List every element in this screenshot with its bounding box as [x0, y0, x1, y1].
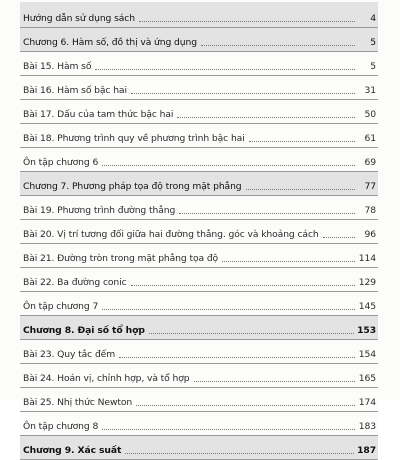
toc-entry-title: Chương 6. Hàm số, đồ thị và ứng dụng [23, 37, 197, 48]
toc-dot-leader [136, 404, 355, 406]
toc-page-number: 114 [358, 253, 376, 264]
toc-entry-title: Bài 16. Hàm số bậc hai [23, 85, 127, 96]
toc-dot-leader [102, 308, 355, 310]
toc-page-number: 165 [358, 373, 376, 384]
toc-row-lesson-24[interactable] [20, 364, 378, 388]
toc-dot-leader [119, 356, 355, 358]
toc-page-number: 96 [364, 229, 376, 240]
toc-entry-title: Bài 23. Quy tắc đếm [23, 349, 116, 360]
toc-entry-title: Chương 8. Đại số tổ hợp [23, 325, 145, 336]
toc-dot-leader [131, 284, 355, 286]
toc-row-lesson-21[interactable] [20, 244, 378, 268]
toc-dot-leader [125, 452, 354, 454]
toc-page-number: 61 [364, 133, 376, 144]
toc-row-lesson-16[interactable] [20, 76, 378, 100]
toc-dot-leader [177, 116, 355, 118]
toc-row-lesson-19[interactable] [20, 196, 378, 220]
toc-dot-leader [102, 164, 355, 166]
toc-entry-title: Bài 19. Phương trình đường thẳng [23, 205, 176, 216]
toc-dot-leader [149, 332, 354, 334]
toc-entry-title: Chương 9. Xác suất [23, 445, 122, 456]
toc-row-chapter-6[interactable] [20, 28, 378, 52]
toc-page-number: 174 [358, 397, 376, 408]
toc-entry-title: Hướng dẫn sử dụng sách [23, 13, 135, 24]
toc-page-number: 183 [358, 421, 376, 432]
toc-row-lesson-25[interactable] [20, 388, 378, 412]
toc-dot-leader [131, 92, 355, 94]
toc-page-number: 154 [358, 349, 376, 360]
toc-row-lesson-15[interactable] [20, 52, 378, 76]
toc-row-review-6[interactable] [20, 148, 378, 172]
toc-row-chapter-8[interactable] [20, 316, 378, 340]
toc-row-lesson-22[interactable] [20, 268, 378, 292]
toc-row-lesson-18[interactable] [20, 124, 378, 148]
toc-entry-title: Bài 24. Hoán vị, chỉnh hợp, và tổ hợp [23, 373, 190, 384]
toc-page-number: 78 [364, 205, 376, 216]
toc-row-review-8[interactable] [20, 412, 378, 436]
toc-dot-leader [139, 20, 355, 22]
toc-entry-title: Bài 15. Hàm số [23, 61, 92, 72]
toc-dot-leader [201, 44, 355, 46]
toc-page-number: 69 [364, 157, 376, 168]
toc-dot-leader [95, 68, 355, 70]
toc-page-number: 129 [358, 277, 376, 288]
toc-dot-leader [179, 212, 355, 214]
toc-page-number: 5 [370, 61, 376, 72]
toc-entry-title: Ôn tập chương 6 [23, 157, 99, 168]
toc-entry-title: Bài 21. Đường tròn trong mặt phẳng tọa độ [23, 253, 219, 264]
toc-entry-title: Bài 20. Vị trí tương đối giữa hai đường thẳng. góc và khoảng cách [23, 229, 319, 240]
toc-dot-leader [102, 428, 355, 430]
toc-dot-leader [249, 140, 355, 142]
toc-dot-leader [194, 380, 356, 382]
toc-page-number: 4 [370, 13, 376, 24]
toc-row-lesson-20[interactable] [20, 220, 378, 244]
toc-row-chapter-7[interactable] [20, 172, 378, 196]
toc-entry-title: Ôn tập chương 7 [23, 301, 99, 312]
toc-entry-title: Bài 22. Ba đường conic [23, 277, 127, 288]
toc-row-chapter-9[interactable] [20, 436, 378, 460]
toc-page-number: 187 [357, 445, 376, 456]
toc-page-number: 5 [370, 37, 376, 48]
toc-entry-title: Ôn tập chương 8 [23, 421, 99, 432]
toc-page-number: 31 [364, 85, 376, 96]
toc-row-lesson-17[interactable] [20, 100, 378, 124]
toc-entry-title: Bài 25. Nhị thức Newton [23, 397, 133, 408]
toc-page-number: 153 [357, 325, 376, 336]
toc-entry-title: Bài 17. Dấu của tam thức bậc hai [23, 109, 174, 120]
toc-row-review-7[interactable] [20, 292, 378, 316]
table-of-contents [20, 2, 378, 460]
toc-dot-leader [222, 260, 355, 262]
toc-page-number: 77 [364, 181, 376, 192]
toc-page-number: 145 [358, 301, 376, 312]
toc-page-number: 50 [364, 109, 376, 120]
toc-row-guide[interactable] [20, 2, 378, 28]
toc-entry-title: Bài 18. Phương trình quy về phương trình bậc hai [23, 133, 245, 144]
toc-dot-leader [323, 236, 355, 238]
toc-dot-leader [246, 188, 355, 190]
toc-row-lesson-23[interactable] [20, 340, 378, 364]
toc-entry-title: Chương 7. Phương pháp tọa độ trong mặt phẳng [23, 181, 242, 192]
